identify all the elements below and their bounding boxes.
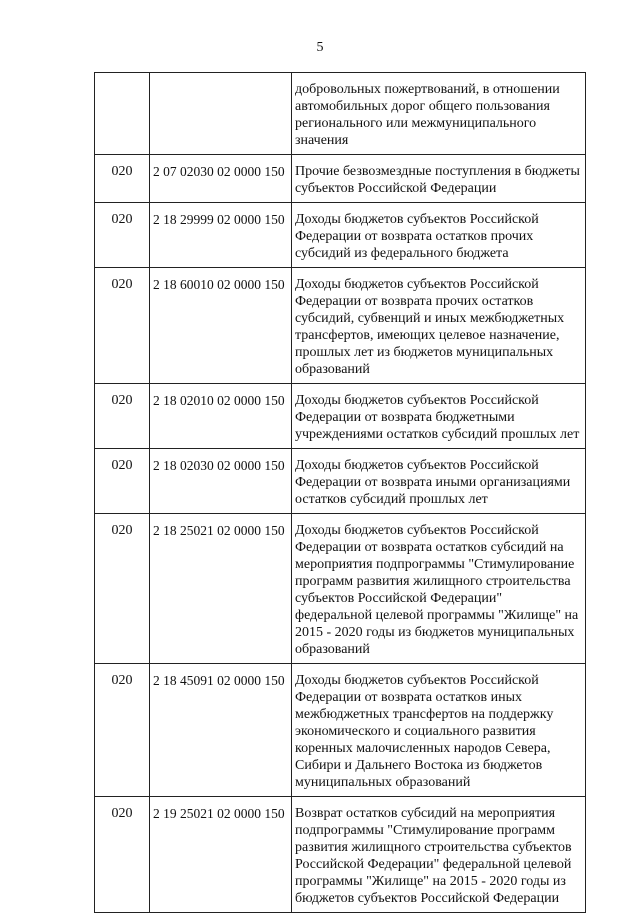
- table-row: [95, 203, 586, 268]
- table-row: [95, 384, 586, 449]
- revenue-description-cell: Доходы бюджетов субъектов Российской Федерации от возврата иными организациями остатков субсидий прошлых лет: [292, 449, 586, 514]
- revenue-code-cell: 2 18 60010 02 0000 150: [150, 268, 292, 384]
- table-row: [95, 514, 586, 664]
- revenue-description-cell: добровольных пожертвований, в отношении автомобильных дорог общего пользования регионального или межмуниципального значения: [292, 73, 586, 155]
- table-row: [95, 797, 586, 913]
- revenue-code-cell: 2 18 02010 02 0000 150: [150, 384, 292, 449]
- admin-code-cell: 020: [95, 449, 150, 514]
- revenue-description-cell: Доходы бюджетов субъектов Российской Федерации от возврата остатков субсидий на мероприятия подпрограммы "Стимулирование программ развития жилищного строительства субъектов Российской Федерации" федеральной целевой программы "Жилище" на 2015 - 2020 годы из бюджетов муниципальных образований: [292, 514, 586, 664]
- table-row: [95, 155, 586, 203]
- admin-code-cell: 020: [95, 203, 150, 268]
- revenue-code-cell: 2 07 02030 02 0000 150: [150, 155, 292, 203]
- table-body: [95, 73, 586, 913]
- revenue-codes-table: [94, 72, 586, 913]
- revenue-description-cell: Прочие безвозмездные поступления в бюджеты субъектов Российской Федерации: [292, 155, 586, 203]
- revenue-description-cell: Доходы бюджетов субъектов Российской Федерации от возврата остатков иных межбюджетных трансфертов на поддержку экономического и социального развития коренных малочисленных народов Севера, Сибири и Дальнего Востока из бюджетов муниципальных образований: [292, 664, 586, 797]
- admin-code-cell: 020: [95, 268, 150, 384]
- revenue-code-cell: 2 18 45091 02 0000 150: [150, 664, 292, 797]
- revenue-description-cell: Доходы бюджетов субъектов Российской Федерации от возврата бюджетными учреждениями остатков субсидий прошлых лет: [292, 384, 586, 449]
- admin-code-cell: 020: [95, 797, 150, 913]
- page-number: 5: [316, 40, 324, 55]
- table-row: [95, 268, 586, 384]
- revenue-description-cell: Доходы бюджетов субъектов Российской Федерации от возврата остатков прочих субсидий из федерального бюджета: [292, 203, 586, 268]
- revenue-code-cell: 2 18 29999 02 0000 150: [150, 203, 292, 268]
- revenue-code-cell: [150, 73, 292, 155]
- revenue-code-cell: 2 18 02030 02 0000 150: [150, 449, 292, 514]
- table-row: [95, 73, 586, 155]
- admin-code-cell: 020: [95, 664, 150, 797]
- table-row: [95, 449, 586, 514]
- revenue-code-cell: 2 18 25021 02 0000 150: [150, 514, 292, 664]
- admin-code-cell: [95, 73, 150, 155]
- table-row: [95, 664, 586, 797]
- revenue-description-cell: Возврат остатков субсидий на мероприятия подпрограммы "Стимулирование программ развития жилищного строительства субъектов Российской Федерации" федеральной целевой программы "Жилище" на 2015 - 2020 годы из бюджетов субъектов Российской Федерации: [292, 797, 586, 913]
- revenue-code-cell: 2 19 25021 02 0000 150: [150, 797, 292, 913]
- admin-code-cell: 020: [95, 155, 150, 203]
- admin-code-cell: 020: [95, 384, 150, 449]
- admin-code-cell: 020: [95, 514, 150, 664]
- revenue-description-cell: Доходы бюджетов субъектов Российской Федерации от возврата прочих остатков субсидий, субвенций и иных межбюджетных трансфертов, имеющих целевое назначение, прошлых лет из бюджетов муниципальных образований: [292, 268, 586, 384]
